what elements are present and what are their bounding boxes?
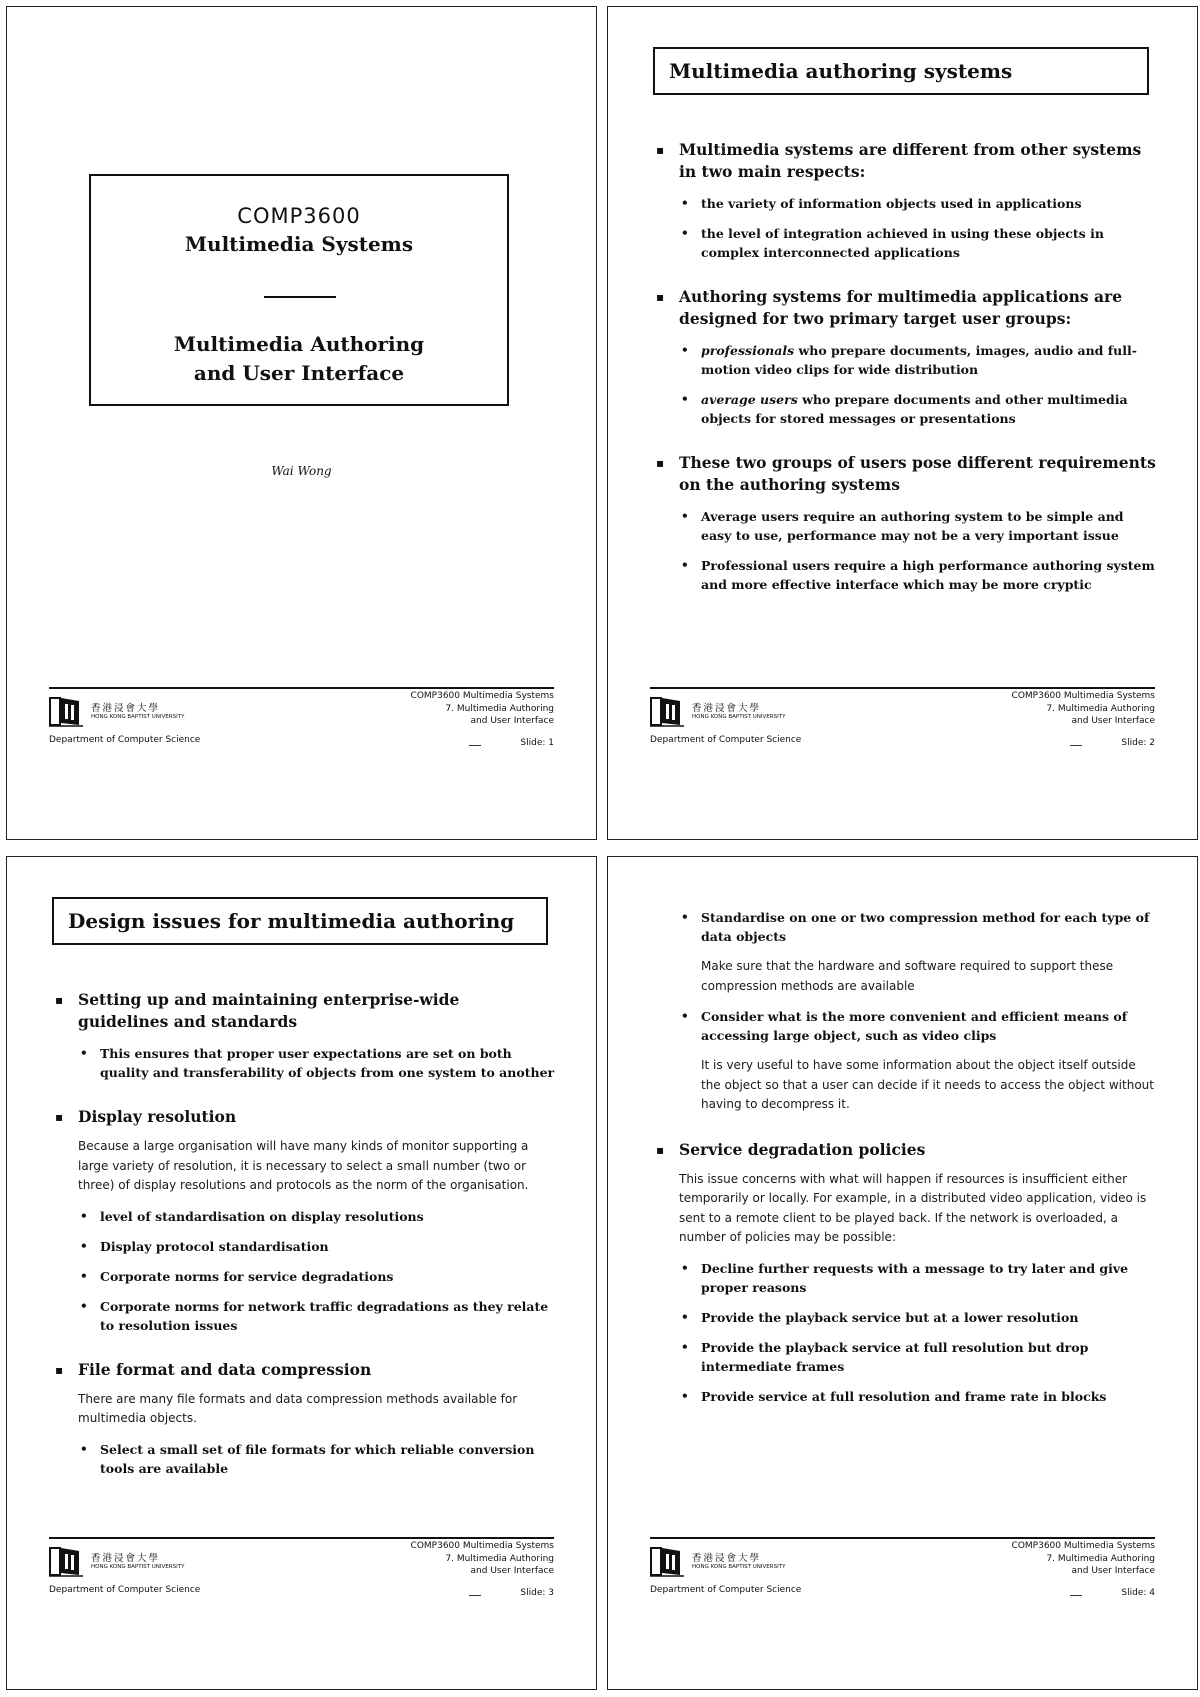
bullet-level-2: • the variety of information objects used in applications	[679, 194, 1156, 213]
footer-rule	[49, 687, 554, 689]
footer-rule	[650, 687, 1155, 689]
paragraph: This issue concerns with what will happen if resources is insufficient either temporarily or locally. For example, in a distributed video application, video is sent to a remote client to be played back. If the network is overloaded, a number of policies may be possible:	[679, 1171, 1147, 1244]
bullet-level-1: ▪ Authoring systems for multimedia applications are designed for two primary target user groups:	[656, 286, 1156, 330]
bullet-level-2: • Select a small set of file formats for which reliable conversion tools are available	[78, 1440, 555, 1478]
bullet-level-2: • This ensures that proper user expectations are set on both quality and transferability of objects from one system to another	[78, 1044, 555, 1082]
footer-dash	[1070, 1595, 1082, 1596]
lecture-title	[91, 330, 507, 388]
slide-title: Design issues for multimedia authoring	[52, 897, 548, 945]
university-name-chinese: 香港浸會大學	[692, 1553, 762, 1564]
bullet-level-2: • Display protocol standardisation	[78, 1237, 555, 1256]
university-logo-icon	[650, 695, 684, 727]
footer-lecture-line-2: and User Interface	[470, 716, 554, 726]
slide-body	[656, 897, 1156, 1406]
footer-course-name: COMP3600 Multimedia Systems	[1011, 1541, 1155, 1551]
university-name-english: HONG KONG BAPTIST UNIVERSITY	[692, 714, 786, 720]
footer-course-info	[324, 1540, 554, 1578]
paragraph: Make sure that the hardware and software required to support these compression methods are available	[701, 959, 1114, 993]
slide-number: Slide: 2	[1121, 738, 1155, 748]
bullet-level-2: • the level of integration achieved in using these objects in complex interconnected applications	[679, 224, 1156, 262]
footer-lecture-line-1: 7. Multimedia Authoring	[1046, 1553, 1155, 1564]
department-name: Department of Computer Science	[650, 735, 802, 745]
footer-course-info	[925, 690, 1155, 728]
bullet-level-2: • Decline further requests with a message to try later and give proper reasons	[679, 1259, 1156, 1297]
bullet-level-2: • Professional users require a high performance authoring system and more effective interface which may be more cryptic	[679, 556, 1156, 594]
slide-1	[6, 6, 597, 840]
university-name-chinese: 香港浸會大學	[91, 703, 161, 714]
university-name-english: HONG KONG BAPTIST UNIVERSITY	[91, 714, 185, 720]
footer-course-info	[925, 1540, 1155, 1578]
university-name-chinese: 香港浸會大學	[692, 703, 762, 714]
bullet-level-2: • Provide the playback service but at a lower resolution	[679, 1308, 1156, 1327]
footer-rule	[49, 1537, 554, 1539]
footer-lecture-line-1: 7. Multimedia Authoring	[1046, 703, 1155, 714]
university-logo-icon	[650, 1545, 684, 1577]
department-name: Department of Computer Science	[49, 735, 201, 745]
footer-dash	[469, 1595, 481, 1596]
university-name-chinese: 香港浸會大學	[91, 1553, 161, 1564]
footer-dash	[1070, 745, 1082, 746]
footer-lecture-line-2: and User Interface	[1071, 716, 1155, 726]
footer-course-name: COMP3600 Multimedia Systems	[410, 691, 554, 701]
slide-number: Slide: 3	[520, 1588, 554, 1598]
footer-course-name: COMP3600 Multimedia Systems	[410, 1541, 554, 1551]
author-name: Wai Wong	[271, 464, 332, 478]
slide-title: Multimedia authoring systems	[653, 47, 1149, 95]
university-logo-icon	[49, 1545, 83, 1577]
footer-lecture-line-1: 7. Multimedia Authoring	[445, 703, 554, 714]
bullet-level-2: • Average users require an authoring system to be simple and easy to use, performance may not be a very important issue	[679, 507, 1156, 545]
footer-lecture-line-1: 7. Multimedia Authoring	[445, 1553, 554, 1564]
bullet-level-1: ▪ These two groups of users pose different requirements on the authoring systems	[656, 452, 1156, 496]
footer-rule	[650, 1537, 1155, 1539]
bullet-level-1: ▪ Display resolution	[55, 1106, 555, 1128]
footer-dash	[469, 745, 481, 746]
university-name-english: HONG KONG BAPTIST UNIVERSITY	[91, 1564, 185, 1570]
slide-4	[607, 856, 1198, 1690]
university-name-english: HONG KONG BAPTIST UNIVERSITY	[692, 1564, 786, 1570]
bullet-level-2	[679, 341, 1156, 379]
emphasis-term: professionals	[701, 343, 795, 358]
bullet-level-2: • Corporate norms for service degradations	[78, 1267, 555, 1286]
emphasis-term: average users	[701, 392, 798, 407]
bullet-level-2: • level of standardisation on display resolutions	[78, 1207, 555, 1226]
bullet-level-2: • Corporate norms for network traffic degradations as they relate to resolution issues	[78, 1297, 555, 1335]
department-name: Department of Computer Science	[650, 1585, 802, 1595]
slide-number: Slide: 4	[1121, 1588, 1155, 1598]
bullet-level-2: • Provide service at full resolution and frame rate in blocks	[679, 1387, 1156, 1406]
bullet-level-1: ▪ Setting up and maintaining enterprise-wide guidelines and standards	[55, 989, 555, 1033]
slide-3	[6, 856, 597, 1690]
lecture-title-line-1: Multimedia Authoring	[173, 332, 425, 356]
lecture-title-line-2: and User Interface	[193, 361, 405, 385]
university-logo-icon	[49, 695, 83, 727]
slide-number: Slide: 1	[520, 738, 554, 748]
paragraph: There are many file formats and data compression methods available for multimedia objects.	[78, 1391, 518, 1425]
bullet-level-2: • Standardise on one or two compression method for each type of data objects	[679, 908, 1156, 946]
paragraph: It is very useful to have some information about the object itself outside the object so that a user can decide if it needs to access the object without having to decompress it.	[701, 1058, 1154, 1111]
bullet-text: who prepare documents and other multimedia objects for stored messages or presentations	[701, 392, 1128, 426]
slide-2	[607, 6, 1198, 840]
paragraph: Because a large organisation will have many kinds of monitor supporting a large variety of resolution, it is necessary to select a small number (two or three) of display resolutions and protocols as the norm of the organisation.	[78, 1139, 529, 1192]
bullet-level-2: • Provide the playback service at full resolution but drop intermediate frames	[679, 1338, 1156, 1376]
course-name: Multimedia Systems	[184, 232, 414, 256]
footer-course-name: COMP3600 Multimedia Systems	[1011, 691, 1155, 701]
bullet-level-2: • Consider what is the more convenient and efficient means of accessing large object, such as video clips	[679, 1007, 1156, 1045]
footer-lecture-line-2: and User Interface	[470, 1566, 554, 1576]
title-box	[89, 174, 509, 406]
title-divider	[264, 296, 336, 298]
bullet-level-1: ▪ Multimedia systems are different from other systems in two main respects:	[656, 139, 1156, 183]
slide-body	[55, 981, 555, 1478]
bullet-level-1: ▪ Service degradation policies	[656, 1139, 1156, 1161]
course-code: COMP3600	[237, 204, 361, 228]
footer-course-info	[324, 690, 554, 728]
slide-body	[656, 131, 1156, 594]
footer-lecture-line-2: and User Interface	[1071, 1566, 1155, 1576]
bullet-level-1: ▪ File format and data compression	[55, 1359, 555, 1381]
department-name: Department of Computer Science	[49, 1585, 201, 1595]
bullet-text: who prepare documents, images, audio and full-motion video clips for wide distribution	[701, 343, 1137, 377]
bullet-level-2	[679, 390, 1156, 428]
